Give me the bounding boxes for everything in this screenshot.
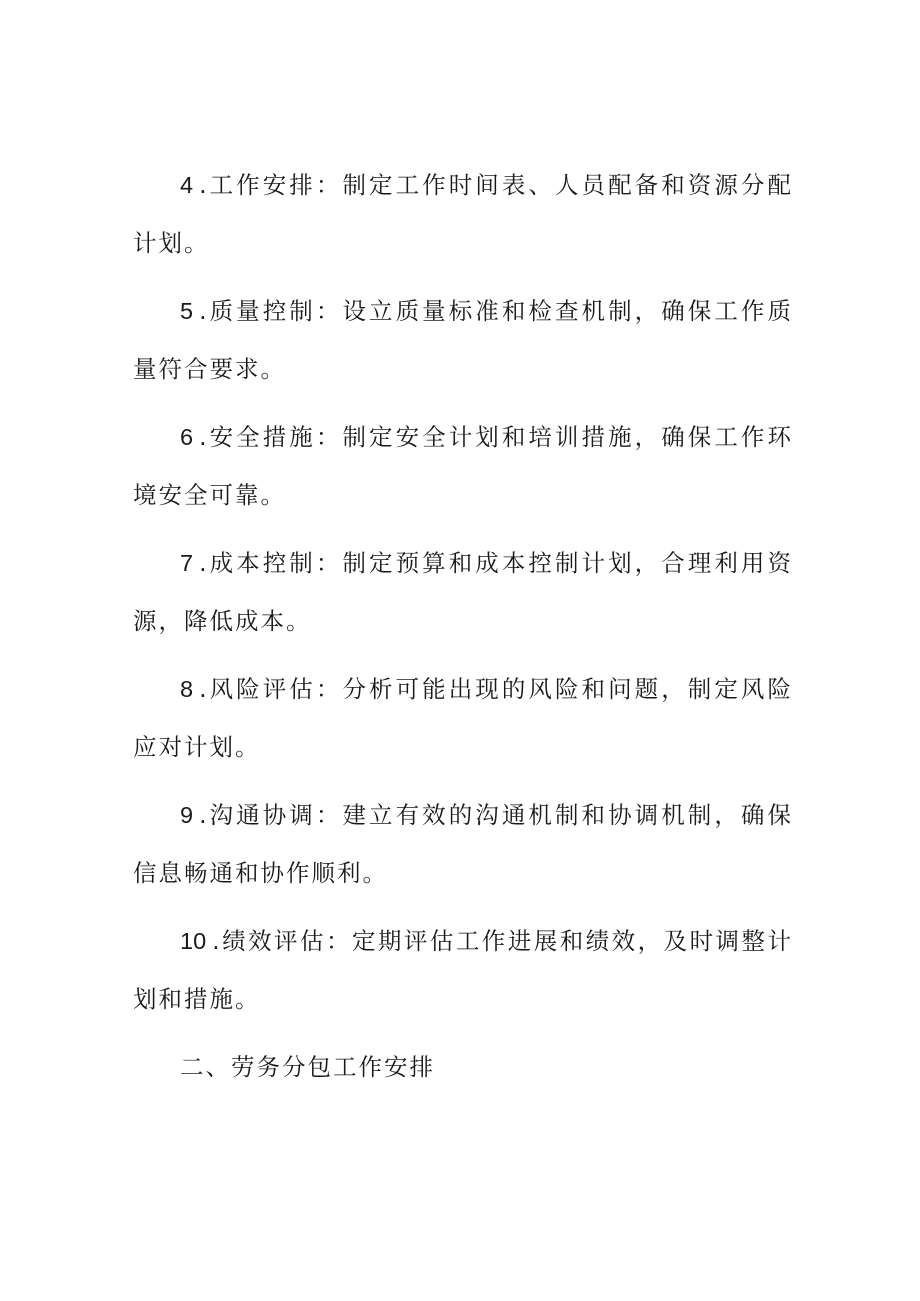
item-text: .风险评估：分析可能出现的风险和问题，制定风险应对计划。	[133, 675, 793, 761]
item-number: 5	[180, 298, 194, 324]
item-text: .安全措施：制定安全计划和培训措施，确保工作环境安全可靠。	[133, 423, 793, 509]
item-number: 8	[180, 676, 194, 702]
list-item-10	[133, 912, 793, 1028]
list-item-7	[133, 534, 793, 650]
item-number: 6	[180, 424, 194, 450]
item-number: 7	[180, 550, 194, 576]
item-text: .成本控制：制定预算和成本控制计划，合理利用资源，降低成本。	[133, 549, 793, 635]
list-item-5	[133, 282, 793, 398]
item-text: .工作安排：制定工作时间表、人员配备和资源分配计划。	[133, 171, 793, 257]
item-text: .沟通协调：建立有效的沟通机制和协调机制，确保信息畅通和协作顺利。	[133, 801, 793, 887]
list-item-4	[133, 156, 793, 272]
list-item-9	[133, 786, 793, 902]
item-number: 9	[180, 802, 194, 828]
list-item-6	[133, 408, 793, 524]
item-text: .质量控制：设立质量标准和检查机制，确保工作质量符合要求。	[133, 297, 793, 383]
item-text: .绩效评估：定期评估工作进展和绩效，及时调整计划和措施。	[133, 927, 793, 1013]
list-item-8	[133, 660, 793, 776]
item-number: 10	[180, 928, 207, 954]
section-heading: 二、劳务分包工作安排	[180, 1053, 435, 1081]
item-number: 4	[180, 172, 194, 198]
document-body	[133, 156, 793, 1096]
